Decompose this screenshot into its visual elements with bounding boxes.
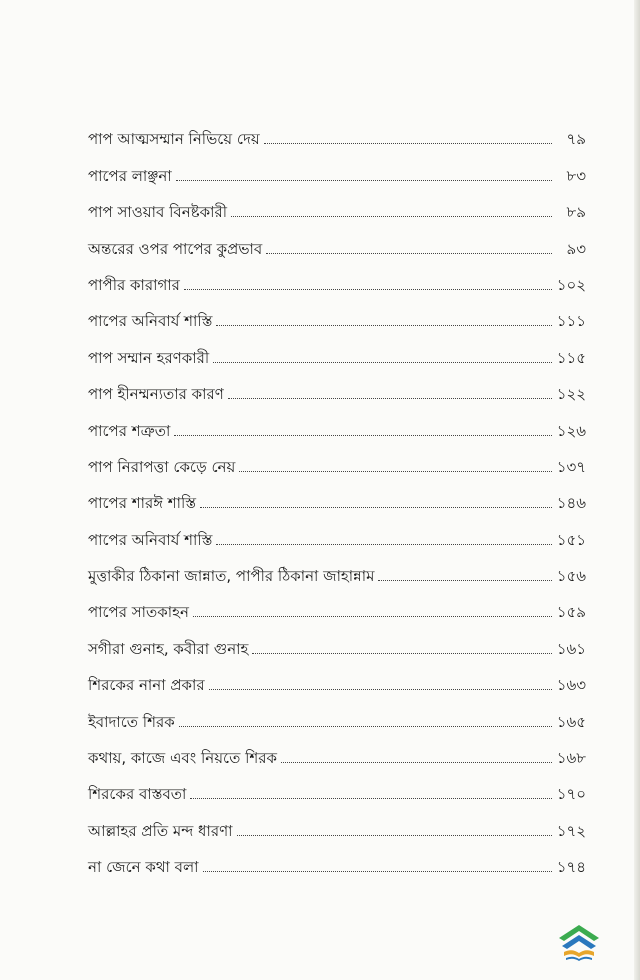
dotted-leader	[203, 871, 552, 872]
toc-entry-title: সগীরা গুনাহ, কবীরা গুনাহ	[88, 639, 249, 658]
toc-entry-title: পাপ আত্মসম্মান নিভিয়ে দেয়	[88, 130, 260, 149]
toc-entry[interactable]	[88, 512, 586, 548]
toc-entry[interactable]	[88, 585, 586, 621]
toc-entry[interactable]	[88, 476, 586, 512]
dotted-leader	[179, 726, 552, 727]
toc-entry-title: পাপ নিরাপত্তা কেড়ে নেয়	[88, 457, 236, 476]
dotted-leader	[216, 544, 552, 545]
toc-entry[interactable]	[88, 694, 586, 730]
toc-entry[interactable]	[88, 803, 586, 839]
toc-entry[interactable]	[88, 403, 586, 439]
dotted-leader	[213, 362, 552, 363]
toc-entry-page-number: ১৫৬	[556, 567, 586, 586]
dotted-leader	[264, 143, 552, 144]
toc-entry-title: আল্লাহর প্রতি মন্দ ধারণা	[88, 821, 233, 840]
toc-entry-page-number: ১৬৩	[556, 676, 586, 695]
toc-entry-page-number: ১৭৪	[556, 858, 586, 877]
toc-entry[interactable]	[88, 549, 586, 585]
toc-entry-title: কথায়, কাজে এবং নিয়তে শিরক	[88, 749, 278, 768]
toc-entry-page-number: ১৪৬	[556, 494, 586, 513]
toc-entry-title: অন্তরের ওপর পাপের কুপ্রভাব	[88, 239, 263, 258]
toc-entry[interactable]	[88, 112, 586, 148]
dotted-leader	[237, 835, 553, 836]
toc-entry[interactable]	[88, 148, 586, 184]
dotted-leader	[378, 580, 552, 581]
toc-entry[interactable]	[88, 258, 586, 294]
logo-gold-book	[564, 950, 594, 957]
toc-entry[interactable]	[88, 221, 586, 257]
dotted-leader	[216, 325, 552, 326]
toc-entry-page-number: ১৫১	[556, 530, 586, 549]
toc-entry-title: পাপ হীনম্মন্যতার কারণ	[88, 385, 224, 404]
toc-entry[interactable]	[88, 731, 586, 767]
toc-entry-title: পাপের সাতকাহন	[88, 603, 189, 622]
toc-entry-page-number: ৭৯	[566, 130, 586, 149]
toc-entry-page-number: ১৬৮	[556, 749, 586, 768]
dotted-leader	[190, 798, 552, 799]
toc-entry[interactable]	[88, 294, 586, 330]
toc-entry-title: শিরকের বাস্তবতা	[88, 785, 187, 804]
toc-entry-page-number: ১৬৫	[556, 712, 586, 731]
toc-entry-page-number: ১৭০	[556, 785, 586, 804]
toc-entry-page-number: ১২৬	[556, 421, 586, 440]
page-edge	[634, 0, 640, 980]
toc-entry-title: পাপের শত্রুতা	[88, 421, 171, 440]
toc-entry-title: পাপের শারঈ শাস্তি	[88, 494, 197, 513]
toc-entry-page-number: ৯৩	[566, 239, 586, 258]
toc-entry-title: পাপ সাওয়াব বিনষ্টকারী	[88, 203, 228, 222]
dotted-leader	[228, 398, 552, 399]
toc-entry-title: পাপের অনিবার্য শাস্তি	[88, 312, 213, 331]
toc-entry-page-number: ৮৩	[566, 166, 586, 185]
toc-entry[interactable]	[88, 621, 586, 657]
dotted-leader	[193, 616, 552, 617]
dotted-leader	[200, 507, 552, 508]
table-of-contents	[88, 112, 586, 876]
dotted-leader	[266, 253, 552, 254]
dotted-leader	[184, 289, 552, 290]
toc-entry[interactable]	[88, 367, 586, 403]
toc-entry-page-number: ১৫৯	[556, 603, 586, 622]
dotted-leader	[252, 653, 552, 654]
toc-entry-page-number: ১৩৭	[556, 457, 586, 476]
toc-entry[interactable]	[88, 658, 586, 694]
dotted-leader	[176, 180, 552, 181]
toc-entry[interactable]	[88, 840, 586, 876]
logo-blue-base	[566, 957, 592, 961]
dotted-leader	[174, 435, 552, 436]
dotted-leader	[281, 762, 552, 763]
toc-entry[interactable]	[88, 330, 586, 366]
toc-entry-page-number: ১৬১	[556, 639, 586, 658]
toc-entry-page-number: ৮৯	[566, 203, 586, 222]
toc-entry-page-number: ১০২	[556, 275, 586, 294]
dotted-leader	[231, 216, 552, 217]
dotted-leader	[209, 689, 552, 690]
dotted-leader	[239, 471, 552, 472]
toc-entry-title: ইবাদাতে শিরক	[88, 712, 175, 731]
toc-entry-page-number: ১১৫	[556, 348, 586, 367]
toc-entry-title: শিরকের নানা প্রকার	[88, 676, 205, 695]
toc-entry[interactable]	[88, 185, 586, 221]
toc-entry-title: না জেনে কথা বলা	[88, 858, 199, 877]
toc-entry-title: পাপের লাঞ্ছনা	[88, 166, 172, 185]
toc-entry-title: মুত্তাকীর ঠিকানা জান্নাত, পাপীর ঠিকানা জাহান্নাম	[88, 567, 375, 586]
toc-entry-page-number: ১৭২	[556, 821, 586, 840]
toc-entry[interactable]	[88, 767, 586, 803]
toc-entry-title: পাপীর কারাগার	[88, 275, 180, 294]
toc-entry-title: পাপের অনিবার্য শাস্তি	[88, 530, 213, 549]
toc-entry-page-number: ১১১	[556, 312, 586, 331]
toc-entry-title: পাপ সম্মান হরণকারী	[88, 348, 210, 367]
publisher-logo-icon	[556, 922, 602, 962]
toc-entry-page-number: ১২২	[556, 385, 586, 404]
toc-entry[interactable]	[88, 440, 586, 476]
